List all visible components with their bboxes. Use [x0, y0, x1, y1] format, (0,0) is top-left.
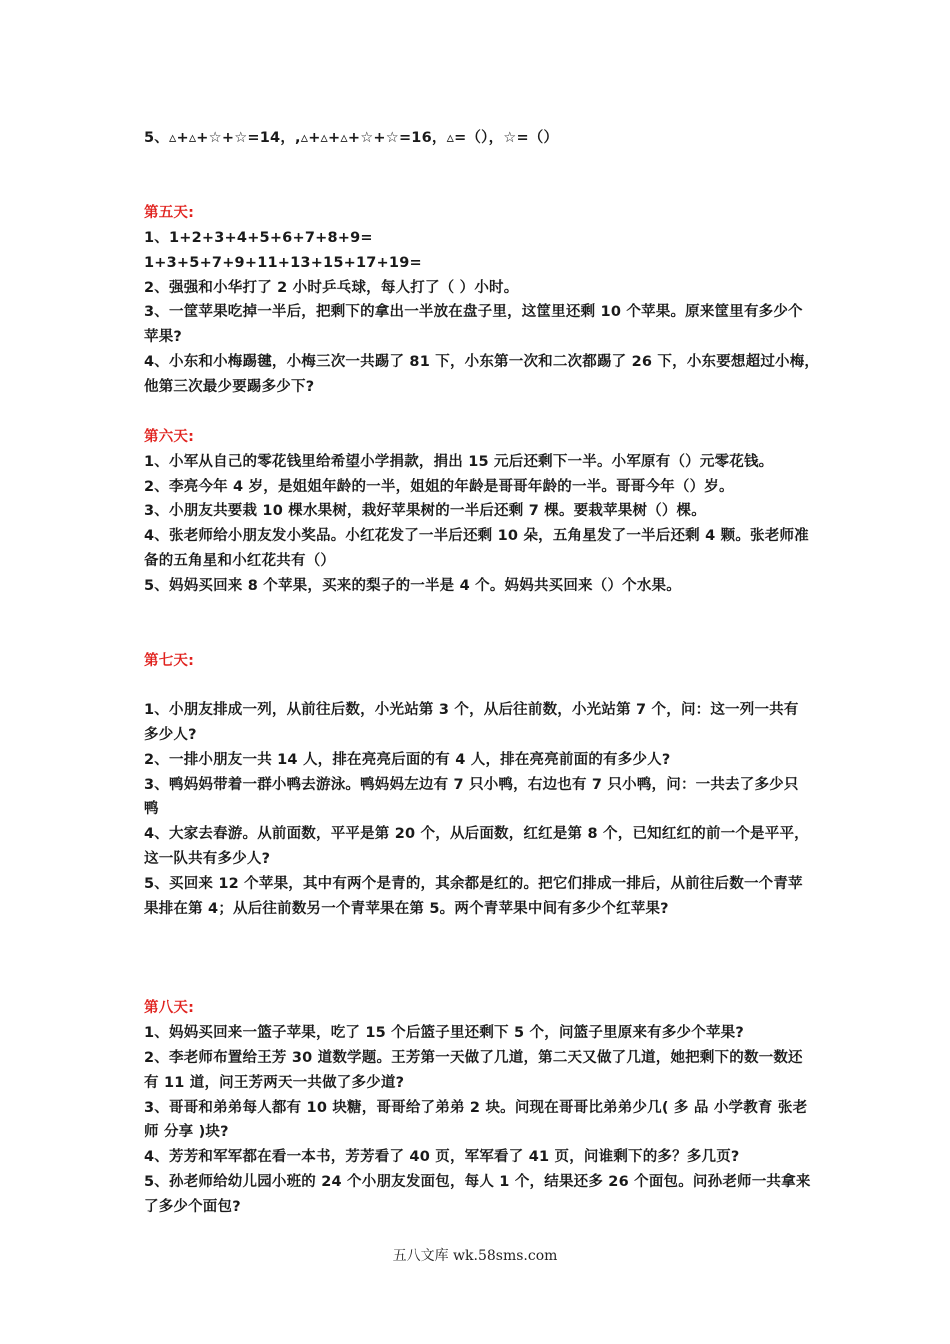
day8-line: 3、哥哥和弟弟每人都有 10 块糖，哥哥给了弟弟 2 块。问现在哥哥比弟弟少几( 多 品 小学教育 张老 [144, 1100, 808, 1116]
day7-heading: 第七天: [144, 653, 195, 669]
day8-line: 2、李老师布置给王芳 30 道数学题。王芳第一天做了几道，第二天又做了几道，她把剩下的数一数还 [144, 1050, 803, 1066]
day8-line: 有 11 道，问王芳两天一共做了多少道? [144, 1075, 405, 1091]
day5-line: 苹果? [144, 329, 183, 345]
day6-line: 3、小朋友共要栽 10 棵水果树，栽好苹果树的一半后还剩 7 棵。要栽苹果树（）棵。 [144, 503, 706, 519]
day6-heading: 第六天: [144, 429, 195, 445]
day6-line: 2、李亮今年 4 岁，是姐姐年龄的一半，姐姐的年龄是哥哥年龄的一半。哥哥今年（）岁。 [144, 479, 734, 495]
day5-heading: 第五天: [144, 205, 195, 221]
day7-line: 3、鸭妈妈带着一群小鸭去游泳。鸭妈妈左边有 7 只小鸭，右边也有 7 只小鸭，问：一共去了多少只 [144, 777, 799, 793]
day8-line: 了多少个面包? [144, 1199, 241, 1215]
day5-line: 2、强强和小华打了 2 小时乒乓球，每人打了（ ）小时。 [144, 280, 519, 296]
day7-line: 果排在第 4；从后往前数另一个青苹果在第 5。两个青苹果中间有多少个红苹果? [144, 901, 669, 917]
day7-line: 这一队共有多少人? [144, 851, 271, 867]
day5-line: 1+3+5+7+9+11+13+15+17+19= [144, 255, 422, 271]
top-question-5: 5、▵+▵+☆+☆=14，,▵+▵+▵+☆+☆=16，▵=（），☆=（） [144, 130, 559, 146]
day7-line: 鸭 [144, 801, 159, 817]
page-footer: 五八文库 wk.58sms.com [392, 1248, 558, 1264]
day7-line: 4、大家去春游。从前面数，平平是第 20 个，从后面数，红红是第 8 个，已知红红的前一个是平平， [144, 826, 809, 842]
day7-line: 5、买回来 12 个苹果，其中有两个是青的，其余都是红的。把它们排成一排后，从前往后数一个青苹 [144, 876, 803, 892]
day5-line: 他第三次最少要踢多少下? [144, 379, 315, 395]
day5-line: 1、1+2+3+4+5+6+7+8+9= [144, 230, 373, 246]
day6-line: 5、妈妈买回来 8 个苹果，买来的梨子的一半是 4 个。妈妈共买回来（）个水果。 [144, 578, 681, 594]
day5-line: 4、小东和小梅踢毽，小梅三次一共踢了 81 下，小东第一次和二次都踢了 26 下，小东要想超过小梅， [144, 354, 820, 370]
day7-line: 1、小朋友排成一列，从前往后数，小光站第 3 个，从后往前数，小光站第 7 个，问：这一列一共有 [144, 702, 799, 718]
day8-line: 师 分享 )块? [144, 1124, 229, 1140]
day8-line: 1、妈妈买回来一篮子苹果，吃了 15 个后篮子里还剩下 5 个，问篮子里原来有多少个苹果? [144, 1025, 744, 1041]
day6-line: 4、张老师给小朋友发小奖品。小红花发了一半后还剩 10 朵，五角星发了一半后还剩 4 颗。张老师准 [144, 528, 809, 544]
day7-line: 多少人? [144, 727, 197, 743]
day5-line: 3、一筐苹果吃掉一半后，把剩下的拿出一半放在盘子里，这筐里还剩 10 个苹果。原来筐里有多少个 [144, 304, 803, 320]
day8-heading: 第八天: [144, 1000, 195, 1016]
day6-line: 1、小军从自己的零花钱里给希望小学捐款，捐出 15 元后还剩下一半。小军原有（）元零花钱。 [144, 454, 774, 470]
day7-line: 2、一排小朋友一共 14 人，排在亮亮后面的有 4 人，排在亮亮前面的有多少人? [144, 752, 671, 768]
day8-line: 5、孙老师给幼儿园小班的 24 个小朋友发面包，每人 1 个，结果还多 26 个面包。问孙老师一共拿来 [144, 1174, 811, 1190]
day6-line: 备的五角星和小红花共有（） [144, 553, 336, 569]
day8-line: 4、芳芳和军军都在看一本书，芳芳看了 40 页，军军看了 41 页，问谁剩下的多？多几页? [144, 1149, 740, 1165]
